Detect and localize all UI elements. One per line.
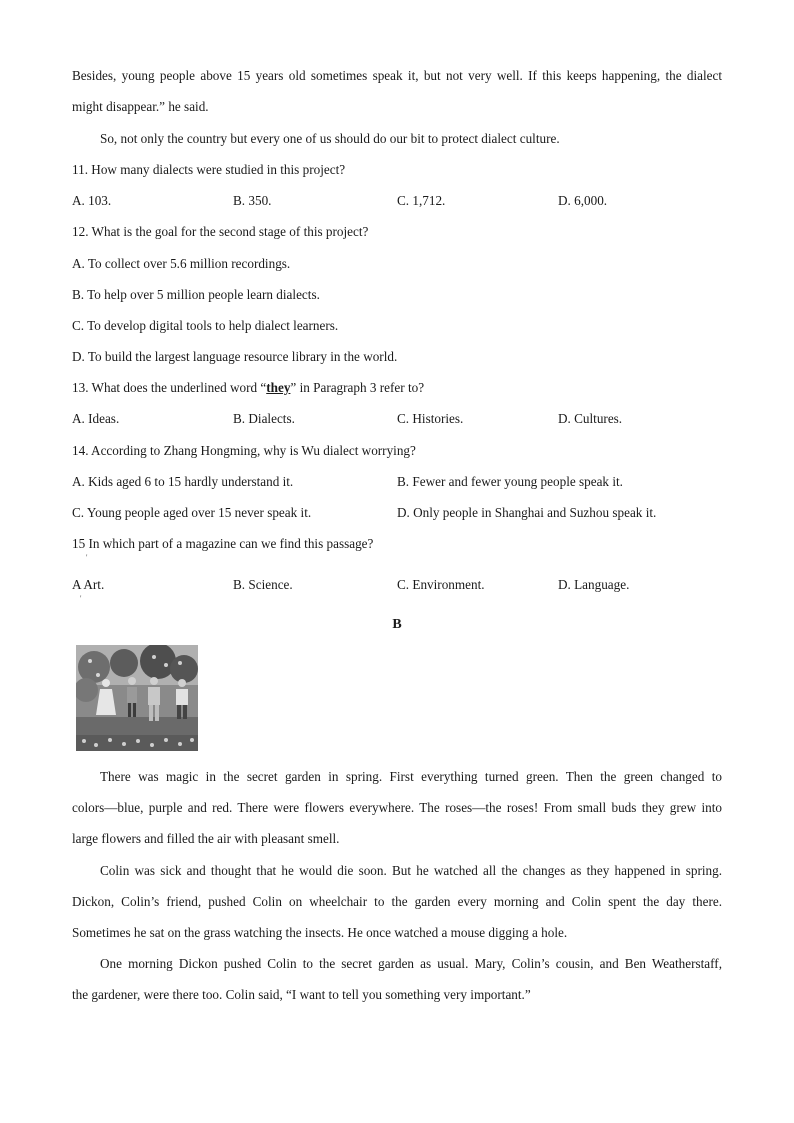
stray-mark: '	[80, 594, 82, 603]
passage-line: might disappear.” he said.	[72, 99, 209, 114]
closing-paragraph: So, not only the country but every one of us should do our bit to protect dialect culture.	[100, 131, 560, 146]
q12-option-a[interactable]: A. To collect over 5.6 million recordings.	[72, 256, 291, 271]
section-heading: B	[392, 617, 402, 632]
q11-option-c[interactable]: C. 1,712.	[397, 193, 446, 208]
story-line: colors—blue, purple and red. There were flowers everywhere. The roses—the roses! From small buds they grew into	[72, 800, 722, 815]
q11-option-a[interactable]: A. 103.	[72, 193, 112, 208]
q14-option-c[interactable]: C. Young people aged over 15 never speak it.	[72, 505, 312, 520]
q13-stem-start: 13. What does the underlined word “	[72, 380, 267, 395]
q13-option-c[interactable]: C. Histories.	[397, 411, 464, 426]
story-line: large flowers and filled the air with pleasant smell.	[72, 831, 340, 846]
q12-option-b[interactable]: B. To help over 5 million people learn dialects.	[72, 287, 320, 302]
q15-option-c[interactable]: C. Environment.	[397, 577, 485, 592]
q15-option-b[interactable]: B. Science.	[233, 577, 293, 592]
story-line: There was magic in the secret garden in spring. First everything turned green. Then the green changed to	[100, 769, 722, 784]
q13-stem-end: ” in Paragraph 3 refer to?	[290, 380, 425, 395]
q11-option-b[interactable]: B. 350.	[233, 193, 272, 208]
question-12-stem: 12. What is the goal for the second stage of this project?	[72, 224, 369, 239]
q11-option-d[interactable]: D. 6,000.	[558, 193, 608, 208]
q12-option-c[interactable]: C. To develop digital tools to help dialect learners.	[72, 318, 339, 333]
question-14-stem: 14. According to Zhang Hongming, why is Wu dialect worrying?	[72, 443, 416, 458]
q13-option-d[interactable]: D. Cultures.	[558, 411, 623, 426]
story-line: Dickon, Colin’s friend, pushed Colin on wheelchair to the garden every morning and Colin spent the day there.	[72, 894, 722, 909]
q14-option-a[interactable]: A. Kids aged 6 to 15 hardly understand it.	[72, 474, 294, 489]
stray-mark: '	[86, 553, 88, 562]
story-line: the gardener, were there too. Colin said, “I want to tell you something very important.”	[72, 987, 531, 1002]
q12-option-d[interactable]: D. To build the largest language resource library in the world.	[72, 349, 398, 364]
story-line: One morning Dickon pushed Colin to the secret garden as usual. Mary, Colin’s cousin, and Ben Weatherstaff,	[100, 956, 722, 971]
garden-illustration-icon	[76, 645, 198, 751]
question-11-stem: 11. How many dialects were studied in this project?	[72, 162, 346, 177]
q14-option-b[interactable]: B. Fewer and fewer young people speak it.	[397, 474, 623, 489]
q15-option-a[interactable]: A Art.	[72, 577, 105, 592]
q14-option-d[interactable]: D. Only people in Shanghai and Suzhou speak it.	[397, 505, 657, 520]
story-line: Colin was sick and thought that he would die soon. But he watched all the changes as they happened in spring.	[100, 863, 722, 878]
q13-option-b[interactable]: B. Dialects.	[233, 411, 295, 426]
question-13-stem	[72, 380, 424, 396]
passage-line: Besides, young people above 15 years old sometimes speak it, but not very well. If this keeps happening, the dialect	[72, 68, 722, 83]
q13-option-a[interactable]: A. Ideas.	[72, 411, 120, 426]
underlined-word: they	[266, 380, 291, 395]
q15-option-d[interactable]: D. Language.	[558, 577, 630, 592]
story-line: Sometimes he sat on the grass watching the insects. He once watched a mouse digging a hole.	[72, 925, 568, 940]
question-15-stem: 15 In which part of a magazine can we find this passage?	[72, 536, 374, 551]
